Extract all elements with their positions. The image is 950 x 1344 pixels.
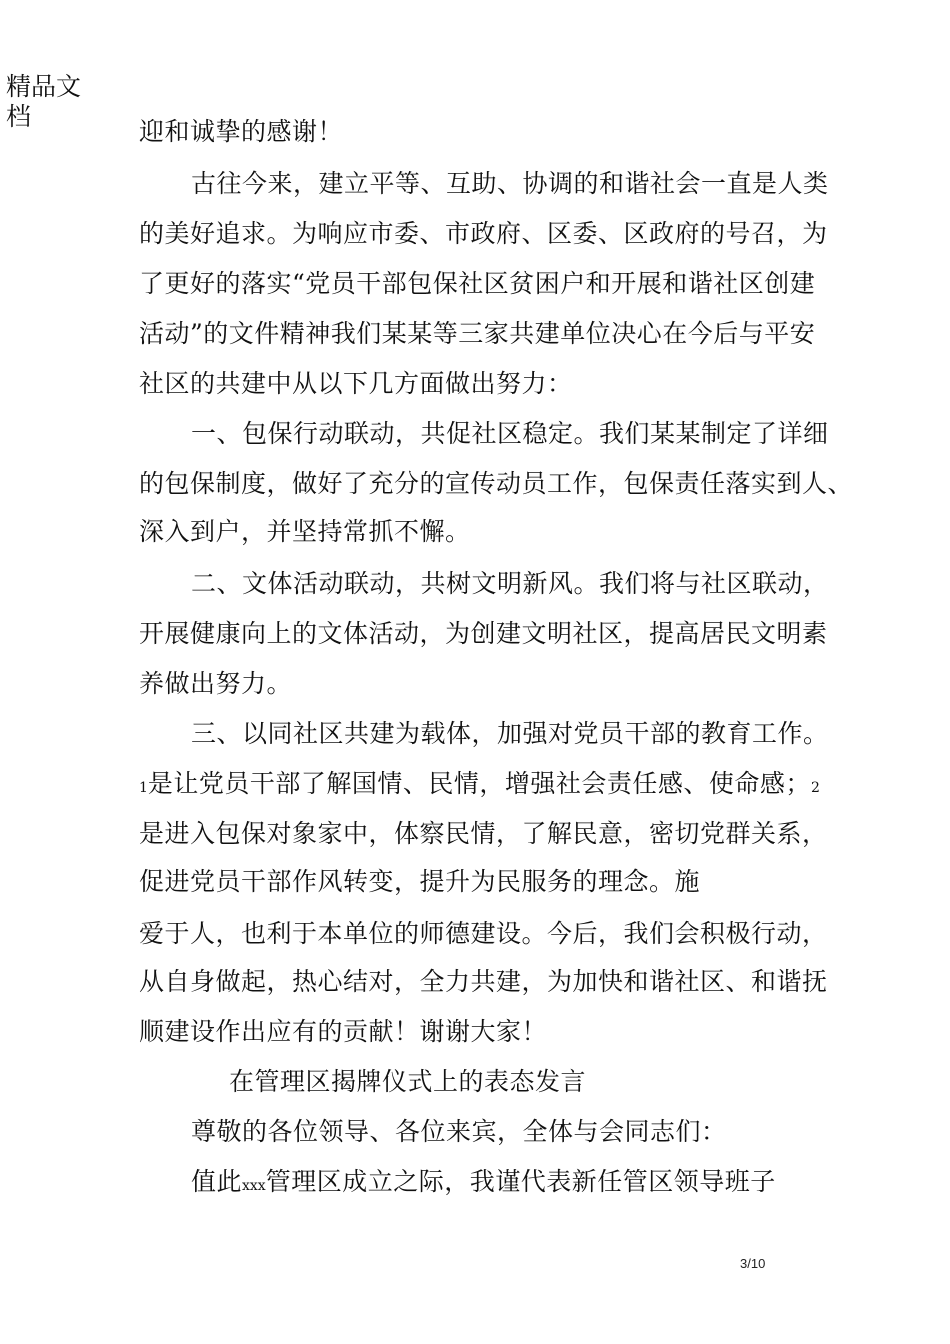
section-title: 在管理区揭牌仪式上的表态发言: [229, 1067, 587, 1096]
body-line: 深入到户，并坚持常抓不懈。: [139, 517, 471, 546]
body-line: 促进党员干部作风转变，提升为民服务的理念。施: [139, 867, 701, 896]
placeholder-text: xxx: [242, 1178, 266, 1194]
body-line: 活动”的文件精神我们某某等三家共建单位决心在今后与平安: [139, 319, 816, 348]
body-line: 社区的共建中从以下几方面做出努力：: [139, 369, 573, 398]
body-line: 开展健康向上的文体活动，为创建文明社区，提高居民文明素: [139, 619, 828, 648]
body-line: 的美好追求。为响应市委、市政府、区委、区政府的号召，为: [139, 219, 828, 248]
body-text: 值此: [191, 1167, 243, 1196]
body-line: 是进入包保对象家中，体察民情，了解民意，密切党群关系，: [139, 819, 828, 848]
body-line: 养做出努力。: [139, 669, 293, 698]
salutation-line: 尊敬的各位领导、各位来宾，全体与会同志们：: [191, 1117, 727, 1146]
body-line: 的包保制度，做好了充分的宣传动员工作，包保责任落实到人、: [139, 469, 854, 498]
paragraph-start-line: 三、以同社区共建为载体，加强对党员干部的教育工作。: [191, 719, 829, 748]
header-label: 精品文档: [6, 72, 82, 131]
body-text: 是让党员干部了解国情、民情，增强社会责任感、使命感；: [147, 769, 811, 798]
body-line: 迎和诚挚的感谢！: [139, 117, 344, 146]
body-line: 爱于人，也利于本单位的师德建设。今后，我们会积极行动，: [139, 919, 828, 948]
list-number: 2: [810, 780, 820, 796]
page-number: 3/10: [740, 1256, 766, 1271]
body-line: 从自身做起，热心结对，全力共建，为加快和谐社区、和谐抚: [139, 967, 828, 996]
body-line: 顺建设作出应有的贡献！谢谢大家！: [139, 1017, 548, 1046]
body-text: 管理区成立之际，我谨代表新任管区领导班子: [265, 1167, 776, 1196]
list-number: 1: [139, 780, 148, 796]
paragraph-start-line: 一、包保行动联动，共促社区稳定。我们某某制定了详细: [191, 419, 829, 448]
paragraph-start-line: 古往今来，建立平等、互助、协调的和谐社会一直是人类: [191, 169, 829, 198]
body-line: [191, 1166, 776, 1202]
body-line: 了更好的落实“党员干部包保社区贫困户和开展和谐社区创建: [139, 269, 816, 298]
paragraph-start-line: 二、文体活动联动，共树文明新风。我们将与社区联动，: [191, 569, 829, 598]
body-line: [139, 768, 820, 804]
